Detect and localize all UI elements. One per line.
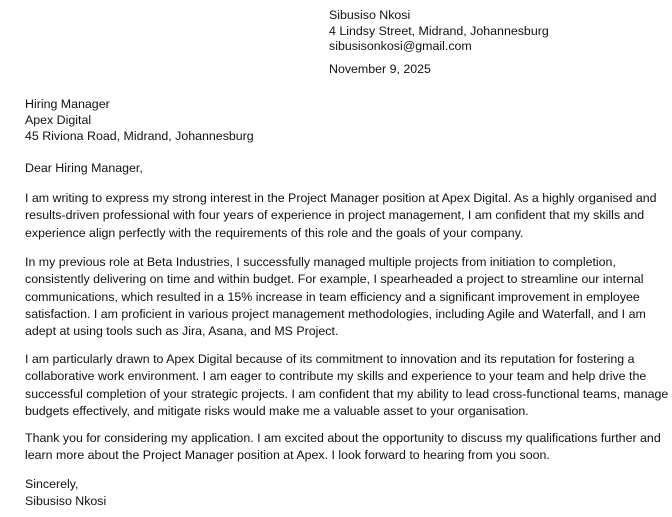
text-line: satisfaction. I am proficient in various project management methodologies, including Agile and Waterfall, and I am	[25, 306, 646, 321]
recipient-block	[25, 96, 254, 144]
paragraph-motivation	[25, 351, 668, 420]
sender-block	[329, 8, 549, 55]
greeting: Dear Hiring Manager,	[25, 161, 143, 175]
text-line: results-driven professional with four years of experience in project management, I am confident that my skills and	[25, 208, 645, 223]
text-line: I am particularly drawn to Apex Digital because of its commitment to innovation and its reputation for fostering a	[25, 352, 635, 366]
text-line: successful completion of your strategic projects. I am confident that my ability to lead cross-functional teams, manage	[25, 386, 669, 401]
recipient-company: Apex Digital	[25, 113, 92, 127]
signature: Sibusiso Nkosi	[25, 494, 107, 509]
paragraph-thanks	[25, 430, 661, 465]
text-line: experience align perfectly with the requirements of this role and the goals of your company.	[25, 225, 524, 240]
text-line: collaborative work environment. I am eager to contribute my skills and experience to your team and help drive the	[25, 369, 647, 384]
text-line: In my previous role at Beta Industries, I successfully managed multiple projects from initiation to completion,	[25, 255, 616, 269]
sender-address: 4 Lindsy Street, Midrand, Johannesburg	[329, 23, 549, 38]
text-line: I am writing to express my strong interest in the Project Manager position at Apex Digital. As a highly organised and	[25, 191, 657, 205]
valediction: Sincerely,	[25, 477, 79, 491]
text-line: consistently delivering on time and within budget. For example, I spearheaded a project to streamline our internal	[25, 272, 644, 287]
sender-name: Sibusiso Nkosi	[329, 8, 411, 22]
text-line: learn more about the Project Manager position at Apex. I look forward to hearing from you soon.	[25, 448, 550, 463]
letter-date: November 9, 2025	[329, 62, 431, 76]
recipient-address: 45 Riviona Road, Midrand, Johannesburg	[25, 129, 254, 143]
text-line: adept at using tools such as Jira, Asana, and MS Project.	[25, 324, 339, 339]
text-line: communications, which resulted in a 15% increase in team efficiency and a significant improvement in employee	[25, 289, 640, 304]
sender-email: sibusisonkosi@gmail.com	[329, 39, 472, 54]
closing-block	[25, 476, 106, 511]
recipient-title: Hiring Manager	[25, 97, 110, 111]
paragraph-experience	[25, 254, 646, 340]
paragraph-intro	[25, 190, 657, 242]
text-line: budgets effectively, and mitigate risks would make me a valuable asset to your organisation.	[25, 403, 529, 418]
text-line: Thank you for considering my application. I am excited about the opportunity to discuss my qualifications further and	[25, 431, 661, 445]
